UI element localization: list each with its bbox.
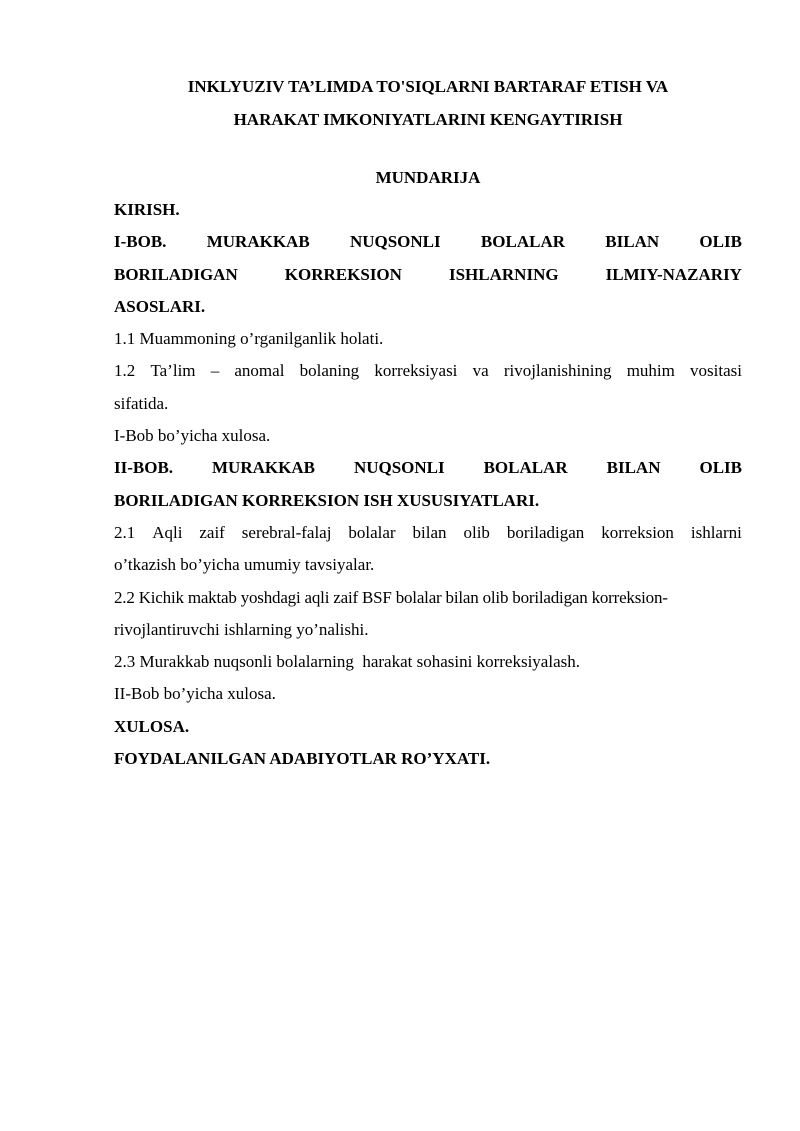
document-content	[114, 70, 742, 775]
toc-chapter-2-line-1	[114, 452, 742, 484]
word: NUQSONLI	[353, 458, 445, 478]
toc-chapter-1-line-1	[114, 226, 742, 258]
toc-section-2-2-line-1: 2.2 Kichik maktab yoshdagi aqli zaif BSF bolalar bilan olib boriladigan korreksion-	[114, 587, 668, 607]
word: ISHLARNING	[448, 264, 559, 284]
toc-section-1-2-line-2: sifatida.	[114, 393, 169, 413]
word: anomal	[234, 361, 285, 381]
document-title-line-1: INKLYUZIV TA’LIMDA TO'SIQLARNI BARTARAF ETISH VA	[187, 77, 669, 96]
toc-references: FOYDALANILGAN ADABIYOTLAR RO’YXATI.	[114, 749, 491, 769]
word: Ta’lim	[150, 361, 196, 381]
word: KORREKSION	[284, 264, 402, 284]
toc-section-2-1-line-2: o’tkazish bo’yicha umumiy tavsiyalar.	[114, 555, 375, 575]
word: ishlarni	[690, 522, 742, 542]
word: OLIB	[699, 232, 742, 252]
word: 2.1	[114, 522, 136, 542]
word: OLIB	[699, 458, 742, 478]
toc-section-2-3: 2.3 Murakkab nuqsonli bolalarning harakat sohasini korreksiyalash.	[114, 652, 580, 672]
word: MURAKKAB	[206, 232, 310, 252]
word: ILMIY-NAZARIY	[605, 264, 742, 284]
word: I-BOB.	[114, 232, 167, 252]
toc-chapter-1-line-3: ASOSLARI.	[114, 296, 206, 316]
word: BORILADIGAN	[114, 264, 238, 284]
toc-intro: KIRISH.	[114, 200, 180, 219]
word: boriladigan	[506, 522, 585, 542]
word: muhim	[626, 361, 675, 381]
word: BILAN	[605, 232, 660, 252]
word: bilan	[412, 522, 447, 542]
toc-conclusion: XULOSA.	[114, 716, 190, 736]
toc-heading: MUNDARIJA	[375, 168, 481, 187]
word: vositasi	[690, 361, 742, 381]
word: BOLALAR	[483, 458, 568, 478]
word: BOLALAR	[480, 232, 565, 252]
toc-chapter-1-summary: I-Bob bo’yicha xulosa.	[114, 426, 271, 446]
word: korreksiyasi	[374, 361, 458, 381]
word: va	[472, 361, 489, 381]
word: BILAN	[606, 458, 661, 478]
title-spacer	[114, 136, 742, 162]
word: bolalar	[348, 522, 396, 542]
toc-chapter-1-line-2	[114, 259, 742, 291]
toc-section-2-2-line-2: rivojlantiruvchi ishlarning yo’nalishi.	[114, 619, 369, 639]
word: rivojlanishining	[503, 361, 612, 381]
word: II-BOB.	[114, 458, 174, 478]
word: NUQSONLI	[349, 232, 441, 252]
word: Aqli	[152, 522, 183, 542]
word: 1.2	[114, 361, 136, 381]
toc-section-1-1: 1.1 Muammoning o’rganilganlik holati.	[114, 329, 384, 349]
toc-section-1-2-line-1	[114, 355, 742, 387]
word: bolaning	[299, 361, 360, 381]
toc-section-2-1-line-1	[114, 517, 742, 549]
word: MURAKKAB	[212, 458, 315, 478]
word: zaif	[199, 522, 225, 542]
document-title-line-2: HARAKAT IMKONIYATLARINI KENGAYTIRISH	[233, 110, 623, 129]
word: korreksion	[601, 522, 674, 542]
toc-chapter-2-line-2: BORILADIGAN KORREKSION ISH XUSUSIYATLARI.	[114, 490, 540, 510]
toc-chapter-2-summary: II-Bob bo’yicha xulosa.	[114, 684, 276, 704]
word: olib	[463, 522, 490, 542]
word: serebral-falaj	[241, 522, 332, 542]
word: –	[210, 361, 220, 381]
